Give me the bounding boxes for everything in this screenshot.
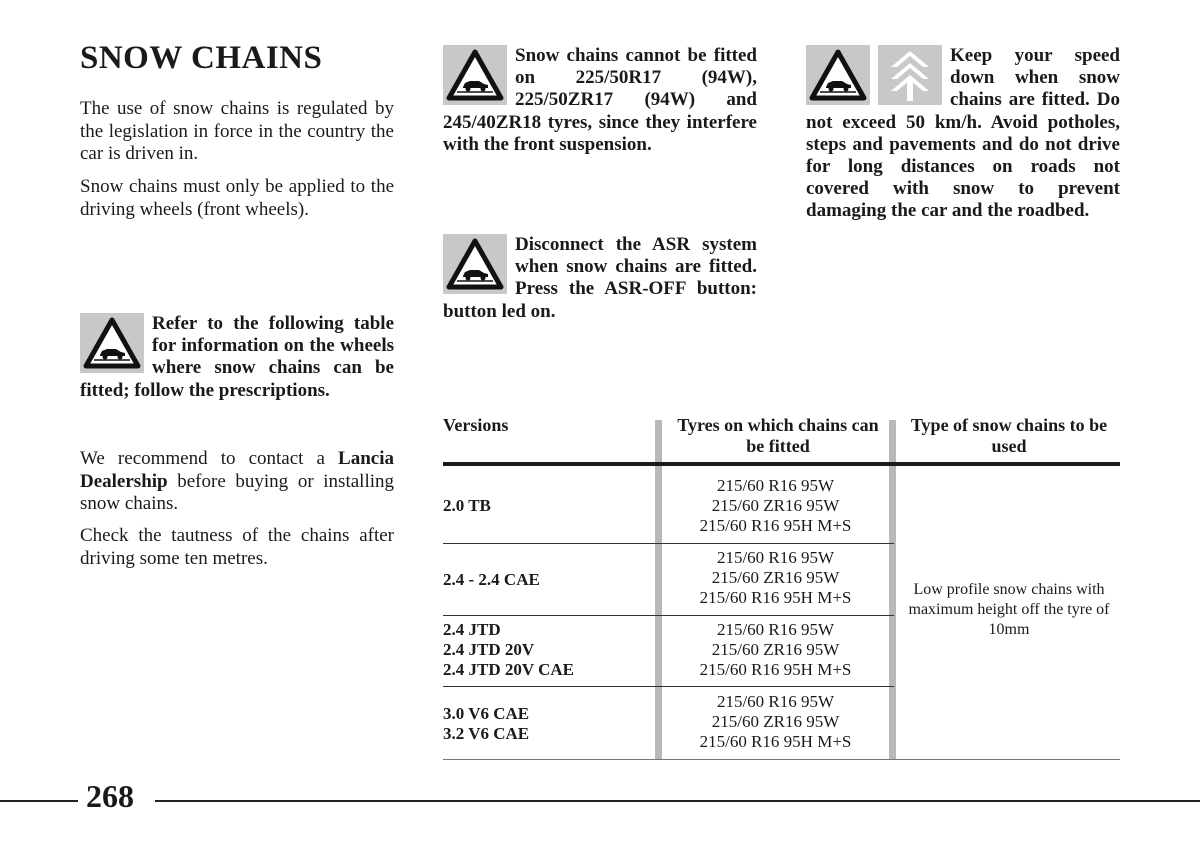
dealership-paragraph <box>80 448 394 516</box>
dealership-prefix: We recommend to contact a <box>80 448 325 469</box>
table-row-4-versions <box>443 704 529 744</box>
tyre-size: 215/60 ZR16 95W <box>711 496 840 515</box>
dealership-suffix: before buying or installing snow chains. <box>80 470 394 514</box>
chain-type-cell: Low profile snow chains with maximum height off the tyre of 10mm <box>908 581 1110 638</box>
tyre-size: 215/60 R16 95H M+S <box>699 588 852 607</box>
version-name: 3.0 V6 CAE <box>443 704 530 723</box>
driving-wheels-paragraph: Snow chains must only be applied to the driving wheels (front wheels). <box>80 176 394 220</box>
speed-warning-text: Keep your speed down when snow chains are fitted. Do not exceed 50 km/h. Avoid potholes, steps and pavements and do not drive for long distances on roads not covered with snow to prevent damaging the car and the roadbed. <box>806 45 1120 222</box>
table-row-2-version: 2.4 - 2.4 CAE <box>443 570 540 589</box>
intro-paragraph: The use of snow chains is regulated by the legislation in force in the country the car is driven in. <box>80 98 394 164</box>
table-row-2-tyres <box>662 548 889 608</box>
warning-car-icon <box>443 234 507 294</box>
table-reference-text: Refer to the following table for information on the wheels where snow chains can be fitted; follow the prescriptions. <box>80 313 394 401</box>
tyre-size: 215/60 ZR16 95W <box>711 640 840 659</box>
tyre-size-warning-text: Snow chains cannot be fitted on 225/50R17 (94W), 225/50ZR17 (94W) and 245/40ZR18 tyres, since they interfere with the front suspension. <box>443 45 757 155</box>
row-divider <box>443 686 894 687</box>
page-title: SNOW CHAINS <box>80 40 323 76</box>
asr-warning <box>443 234 757 323</box>
warning-car-icon <box>806 45 870 105</box>
table-row-1-tyres <box>662 476 889 536</box>
version-name: 2.4 JTD 20V CAE <box>443 660 574 679</box>
speed-warning <box>806 45 1120 223</box>
column-separator <box>655 420 662 760</box>
tyre-size: 215/60 R16 95H M+S <box>699 732 852 751</box>
footer-rule-right <box>155 800 1200 802</box>
table-bottom-rule <box>443 759 1120 760</box>
tyre-size: 215/60 ZR16 95W <box>711 568 840 587</box>
asr-warning-text: Disconnect the ASR system when snow chains are fitted. Press the ASR-OFF button: button led on. <box>443 234 757 322</box>
table-row-1-version: 2.0 TB <box>443 496 491 515</box>
row-divider <box>443 543 894 544</box>
table-reference-warning <box>80 313 394 402</box>
column-separator <box>889 420 896 760</box>
tyre-size: 215/60 R16 95W <box>716 548 835 567</box>
version-name: 2.4 JTD <box>443 620 501 639</box>
tautness-paragraph: Check the tautness of the chains after driving some ten metres. <box>80 525 394 569</box>
dealership-name: Lancia Dealership <box>80 448 394 492</box>
version-name: 2.4 JTD 20V <box>443 640 535 659</box>
tyre-size: 215/60 R16 95W <box>716 620 835 639</box>
footer-rule-left <box>0 800 78 802</box>
row-divider <box>443 615 894 616</box>
tyre-size: 215/60 R16 95H M+S <box>699 516 852 535</box>
warning-car-icon <box>443 45 507 105</box>
tyre-size: 215/60 ZR16 95W <box>711 712 840 731</box>
speed-reduce-icon <box>878 45 942 105</box>
table-row-3-tyres <box>662 620 889 680</box>
header-rule <box>443 462 1120 466</box>
version-name: 3.2 V6 CAE <box>443 724 530 743</box>
header-chain-type: Type of snow chains to be used <box>910 415 1108 456</box>
header-tyres: Tyres on which chains can be fitted <box>677 415 879 456</box>
tyre-size: 215/60 R16 95W <box>716 692 835 711</box>
tyre-size: 215/60 R16 95W <box>716 476 835 495</box>
header-versions: Versions <box>443 415 509 435</box>
tyre-size-warning <box>443 45 757 156</box>
table-row-3-versions <box>443 620 574 680</box>
tyre-size: 215/60 R16 95H M+S <box>699 660 852 679</box>
warning-car-icon <box>80 313 144 373</box>
table-row-4-tyres <box>662 692 889 752</box>
page-number: 268 <box>86 778 134 814</box>
